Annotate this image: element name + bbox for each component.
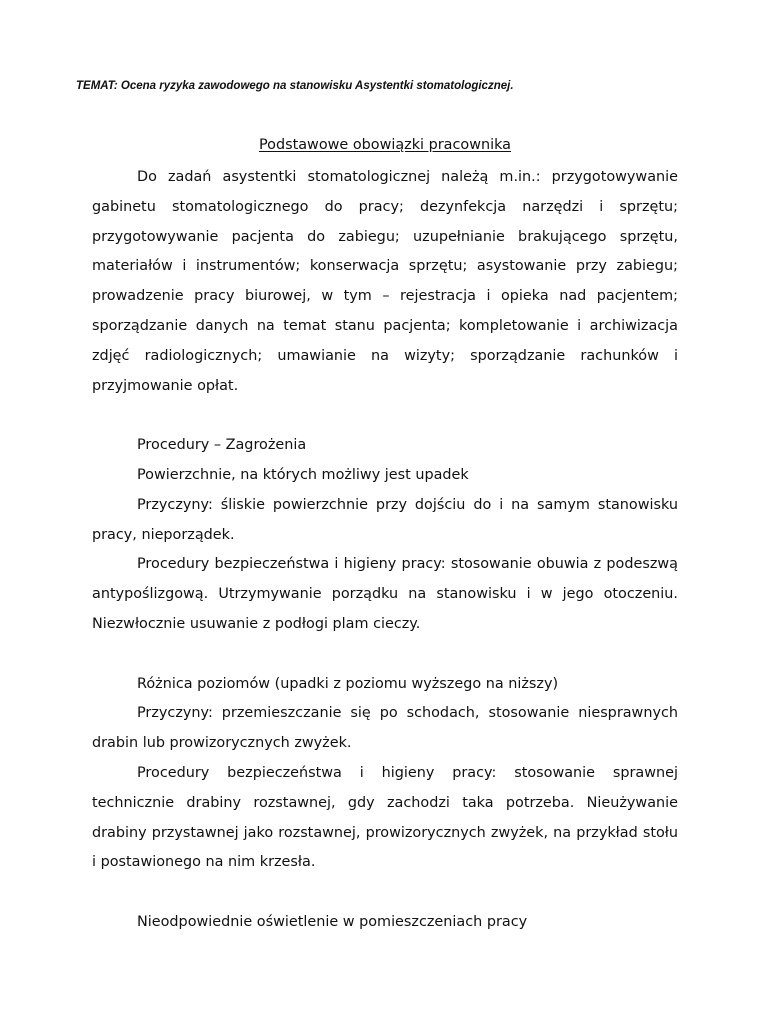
hazard-1-title: Powierzchnie, na których możliwy jest upadek — [137, 466, 469, 483]
hazard-3-title: Nieodpowiednie oświetlenie w pomieszczeniach pracy — [137, 913, 528, 930]
paragraph-spacer — [92, 878, 678, 908]
procedures-heading: Procedury – Zagrożenia — [137, 437, 307, 454]
hazard-1-procedures: Procedury bezpieczeństwa i higieny pracy: stosowanie obuwia z podeszwą antypoślizgową. Utrzymywanie porządku na stanowisku i w jego otoczeniu. Niezwłocznie usuwanie z podłogi plam cieczy. — [92, 556, 678, 632]
hazard-2-causes: Przyczyny: przemieszczanie się po schodach, stosowanie niesprawnych drabin lub prowizorycznych zwyżek. — [92, 705, 678, 752]
paragraph-spacer — [92, 401, 678, 431]
paragraph-spacer — [92, 640, 678, 670]
section-heading-duties: Podstawowe obowiązki pracownika — [259, 137, 511, 153]
hazard-2-title: Różnica poziomów (upadki z poziomu wyższego na niższy) — [137, 675, 559, 692]
document-body — [92, 163, 678, 938]
paragraph-duties: Do zadań asystentki stomatologicznej należą m.in.: przygotowywanie gabinetu stomatologicznego do pracy; dezynfekcja narzędzi i sprzętu; przygotowywanie pacjenta do zabiegu; uzupełnianie brakującego sprzętu, materiałów i instrumentów; konserwacja sprzętu; asystowanie przy zabiegu; prowadzenie pracy biurowej, w tym – rejestracja i opieka nad pacjentem; sporządzanie danych na temat stanu pacjenta; kompletowanie i archiwizacja zdjęć radiologicznych; umawianie na wizyty; sporządzanie rachunków i przyjmowanie opłat. — [92, 169, 678, 394]
document-title: TEMAT: Ocena ryzyka zawodowego na stanowisku Asystentki stomatologicznej. — [76, 80, 514, 92]
hazard-2-procedures: Procedury bezpieczeństwa i higieny pracy: stosowanie sprawnej technicznie drabiny rozstawnej, gdy zachodzi taka potrzeba. Nieużywanie drabiny przystawnej jako rozstawnej, prowizorycznych zwyżek, na przykład stołu i postawionego na nim krzesła. — [92, 764, 678, 871]
hazard-1-causes: Przyczyny: śliskie powierzchnie przy dojściu do i na samym stanowisku pracy, nieporządek. — [92, 496, 678, 543]
